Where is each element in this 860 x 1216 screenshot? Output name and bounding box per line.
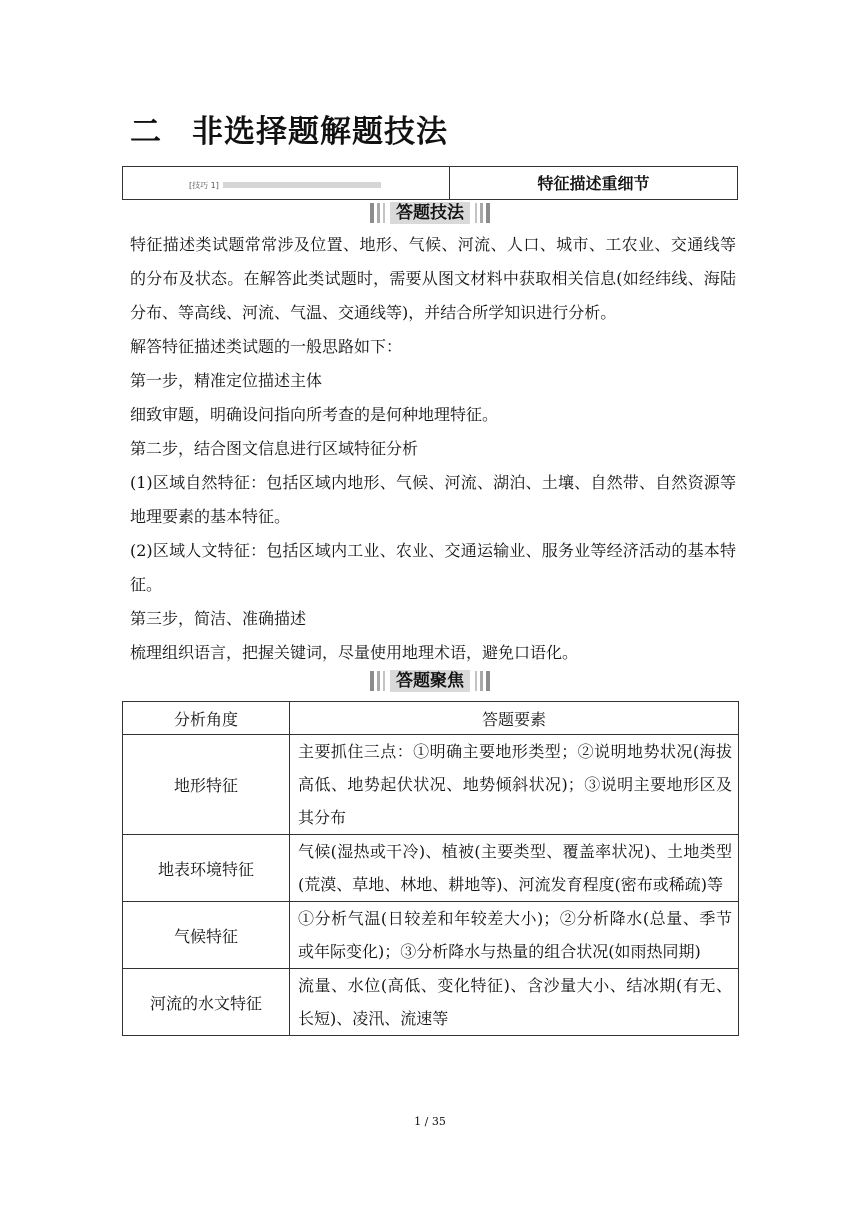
technique-tag-bar [223, 182, 381, 188]
banner-stripes-left-icon [370, 671, 385, 691]
banner-answer-method [0, 201, 860, 225]
paragraph: 解答特征描述类试题的一般思路如下： [130, 337, 403, 356]
paragraph: 第一步，精准定位描述主体 [130, 371, 323, 390]
technique-tag: [技巧 1] [189, 181, 219, 190]
row-content: 气候(湿热或干冷)、植被(主要类型、覆盖率状况)、土地类型(荒漠、草地、林地、耕地等)、河流发育程度(密布或稀疏)等 [290, 835, 739, 902]
answer-elements-table [122, 701, 739, 1036]
paragraph: 特征描述类试题常常涉及位置、地形、气候、河流、人口、城市、工农业、交通线等的分布及状态。在解答此类试题时，需要从图文材料中获取相关信息(如经纬线、海陆分布、等高线、河流、气温、交通线等)，并结合所学知识进行分析。 [130, 235, 736, 322]
table-header-row [123, 702, 739, 735]
table-row [123, 902, 739, 969]
paragraph: 第三步，简洁、准确描述 [130, 609, 307, 628]
page-number: 1 / 35 [414, 1115, 446, 1128]
banner-stripes-left-icon [370, 203, 385, 223]
section-number: 二 [130, 114, 162, 150]
method-body [130, 228, 736, 670]
technique-tag-cell [123, 167, 450, 199]
table-row [123, 969, 739, 1036]
technique-title: 特征描述重细节 [537, 174, 650, 193]
banner-answer-focus [0, 669, 860, 693]
section-title [130, 106, 448, 151]
paragraph: (2)区域人文特征：包括区域内工业、农业、交通运输业、服务业等经济活动的基本特征。 [130, 541, 736, 594]
row-angle: 气候特征 [123, 902, 290, 969]
row-angle: 河流的水文特征 [123, 969, 290, 1036]
row-content: 主要抓住三点：①明确主要地形类型；②说明地势状况(海拔高低、地势起伏状况、地势倾斜状况)；③说明主要地形区及其分布 [290, 735, 739, 835]
banner-label: 答题聚焦 [390, 670, 470, 692]
banner-label: 答题技法 [390, 202, 470, 224]
technique-header-box [122, 166, 738, 200]
section-title-text: 非选择题解题技法 [192, 114, 448, 150]
paragraph: (1)区域自然特征：包括区域内地形、气候、河流、湖泊、土壤、自然带、自然资源等地理要素的基本特征。 [130, 473, 736, 526]
row-content: ①分析气温(日较差和年较差大小)；②分析降水(总量、季节或年际变化)；③分析降水与热量的组合状况(如雨热同期) [290, 902, 739, 969]
row-angle: 地形特征 [123, 735, 290, 835]
table-row [123, 835, 739, 902]
column-header-angle: 分析角度 [123, 702, 290, 735]
table-row [123, 735, 739, 835]
paragraph: 第二步，结合图文信息进行区域特征分析 [130, 439, 419, 458]
banner-stripes-right-icon [475, 671, 490, 691]
paragraph: 细致审题，明确设问指向所考查的是何种地理特征。 [130, 405, 499, 424]
banner-stripes-right-icon [475, 203, 490, 223]
row-content: 流量、水位(高低、变化特征)、含沙量大小、结冰期(有无、长短)、凌汛、流速等 [290, 969, 739, 1036]
row-angle: 地表环境特征 [123, 835, 290, 902]
paragraph: 梳理组织语言，把握关键词，尽量使用地理术语，避免口语化。 [130, 643, 579, 662]
column-header-elements: 答题要素 [290, 702, 739, 735]
